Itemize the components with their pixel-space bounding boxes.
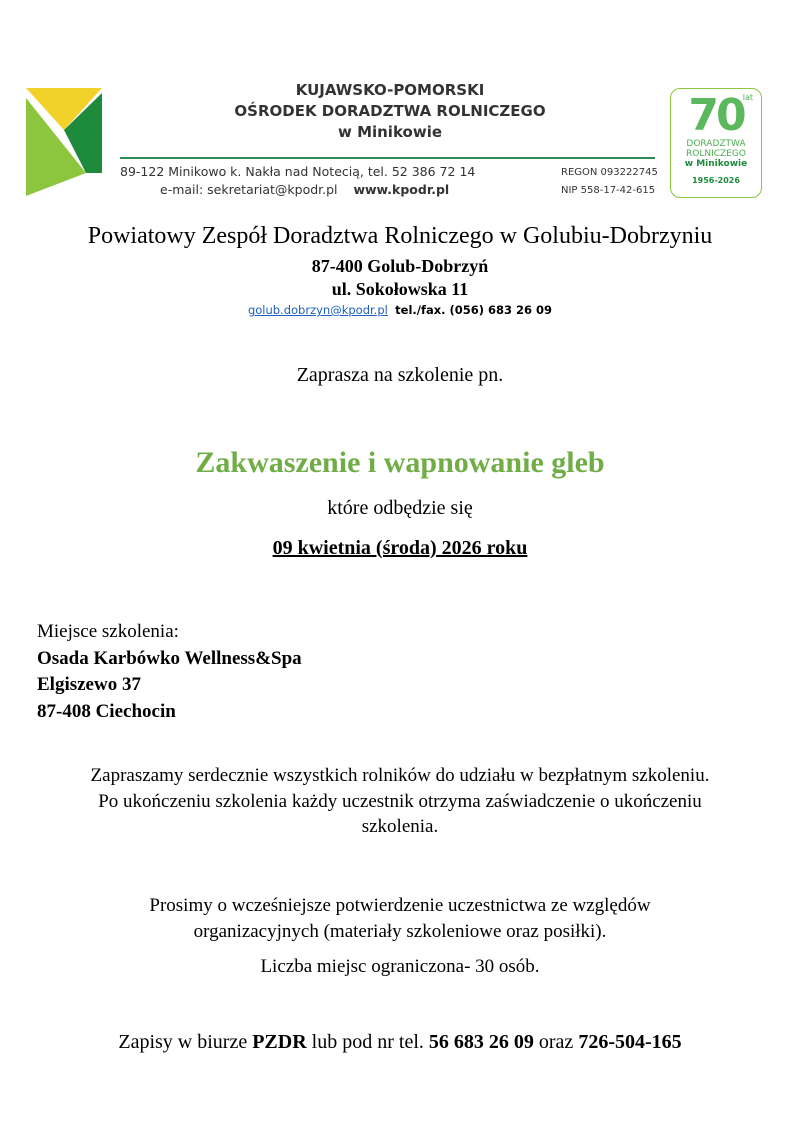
kpodr-logo-icon bbox=[26, 88, 104, 198]
badge-line2: ROLNICZEGO bbox=[686, 149, 746, 159]
org-name-line2: OŚRODEK DORADZTWA ROLNICZEGO bbox=[234, 102, 546, 120]
signup-phone2: 726-504-165 bbox=[578, 1031, 682, 1053]
signup-text: Zapisy w biurze bbox=[118, 1031, 253, 1053]
signup-phone1: 56 683 26 09 bbox=[428, 1031, 534, 1053]
signup-line bbox=[0, 1031, 800, 1054]
badge-number: 70 bbox=[688, 90, 744, 141]
signup-text: lub pod nr tel. bbox=[306, 1031, 429, 1053]
office-name: Powiatowy Zespół Doradztwa Rolniczego w Golubiu-Dobrzyniu bbox=[87, 223, 713, 249]
anniversary-badge bbox=[670, 88, 762, 198]
place-name: Osada Karbówko Wellness&Spa bbox=[37, 647, 302, 669]
confirm-paragraph bbox=[0, 893, 800, 944]
info-line: Zapraszamy serdecznie wszystkich rolników do udziału w bezpłatnym szkoleniu. bbox=[90, 765, 710, 786]
header-address: 89-122 Minikowo k. Nakła nad Notecią, tel. 52 386 72 14 bbox=[120, 164, 476, 179]
place-street: Elgiszewo 37 bbox=[37, 674, 141, 695]
header-website[interactable]: www.kpodr.pl bbox=[353, 182, 450, 197]
office-city: 87-400 Golub-Dobrzyń bbox=[311, 256, 489, 276]
office-email-link[interactable]: golub.dobrzyn@kpodr.pl bbox=[247, 303, 388, 317]
info-line: szkolenia. bbox=[361, 816, 439, 837]
info-line: Po ukończeniu szkolenia każdy uczestnik otrzyma zaświadczenie o ukończeniu bbox=[98, 790, 702, 812]
header-regon: REGON 093222745 bbox=[561, 167, 658, 178]
place-city: 87-408 Ciechocin bbox=[37, 700, 176, 722]
office-phone: tel./fax. (056) 683 26 09 bbox=[395, 303, 553, 317]
badge-lat: lat bbox=[742, 93, 753, 102]
confirm-line: Prosimy o wcześniejsze potwierdzenie uczestnictwa ze względów bbox=[149, 895, 651, 916]
confirm-line: organizacyjnych (materiały szkoleniowe oraz posiłki). bbox=[193, 920, 607, 942]
badge-line1: DORADZTWA bbox=[686, 139, 746, 149]
header-nip: NIP 558-17-42-615 bbox=[561, 185, 656, 196]
badge-years: 1956-2026 bbox=[692, 176, 740, 185]
place-label: Miejsce szkolenia: bbox=[37, 621, 179, 642]
signup-office: PZDR bbox=[252, 1031, 307, 1053]
invite-text: Zaprasza na szkolenie pn. bbox=[296, 364, 504, 386]
subtitle: które odbędzie się bbox=[327, 497, 473, 519]
header-divider bbox=[120, 157, 655, 159]
org-name-line1: KUJAWSKO-POMORSKI bbox=[295, 81, 485, 99]
org-name-line3: w Minikowie bbox=[337, 123, 443, 141]
training-date: 09 kwietnia (środa) 2026 roku bbox=[272, 537, 528, 559]
header-email: e-mail: sekretariat@kpodr.pl bbox=[160, 182, 338, 197]
info-paragraph bbox=[0, 763, 800, 840]
badge-line3: w Minikowie bbox=[684, 159, 748, 169]
office-street: ul. Sokołowska 11 bbox=[331, 279, 469, 299]
seat-limit: Liczba miejsc ograniczona- 30 osób. bbox=[260, 956, 540, 977]
signup-text: oraz bbox=[533, 1031, 579, 1053]
training-title: Zakwaszenie i wapnowanie gleb bbox=[195, 446, 605, 479]
